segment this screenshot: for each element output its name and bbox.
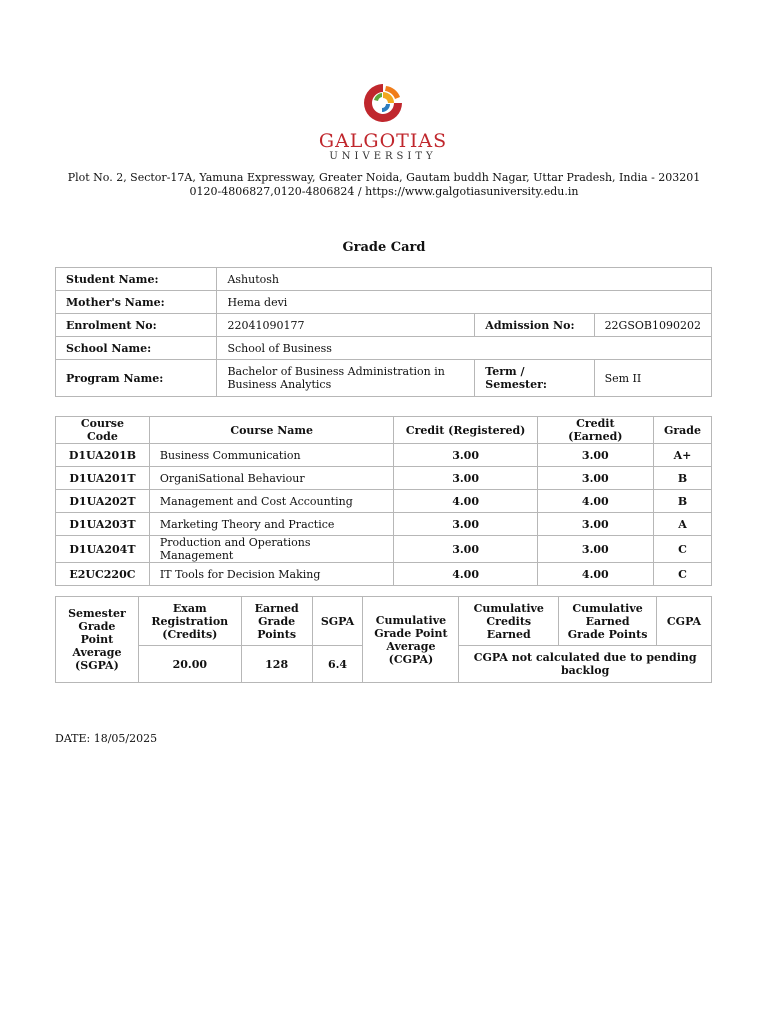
program-label: Program Name: (56, 360, 217, 397)
course-code: D1UA201T (56, 467, 150, 490)
header-grade: Grade (653, 417, 711, 444)
credit-earned: 3.00 (537, 467, 653, 490)
program-value-line-1: Bachelor of Business Administration in (227, 365, 445, 378)
cum-credits-line: Earned (486, 627, 531, 641)
grade: C (653, 536, 711, 563)
sgpa-section-header (56, 597, 139, 683)
course-name: Marketing Theory and Practice (149, 513, 394, 536)
courses-table (55, 416, 712, 586)
table-row (56, 563, 712, 586)
brand-name: GALGOTIAS (318, 130, 448, 152)
sgpa-section-line: Grade (78, 620, 116, 633)
credit-earned: 4.00 (537, 563, 653, 586)
sgpa-section-line: Point (80, 633, 114, 646)
address-block (0, 171, 768, 199)
table-row (56, 467, 712, 490)
grade: A (653, 513, 711, 536)
cgpa-note-line-2: backlog (560, 664, 610, 677)
sgpa-value: 6.4 (312, 646, 363, 683)
earned-points-line: Points (257, 627, 297, 641)
cgpa-header: CGPA (657, 597, 712, 646)
header-credit-earned: Credit (Earned) (537, 417, 653, 444)
grade: C (653, 563, 711, 586)
school-value: School of Business (217, 337, 712, 360)
mother-name-label: Mother's Name: (56, 291, 217, 314)
issue-date: DATE: 18/05/2025 (55, 732, 158, 745)
cgpa-note (459, 646, 712, 683)
credit-registered: 4.00 (394, 563, 537, 586)
header-credit-registered: Credit (Registered) (394, 417, 537, 444)
cum-credits-line: Cumulative (473, 601, 544, 615)
exam-registration-header (138, 597, 241, 646)
credit-earned: 3.00 (537, 444, 653, 467)
student-name-label: Student Name: (56, 268, 217, 291)
admission-label: Admission No: (475, 314, 594, 337)
exam-reg-line: Registration (151, 614, 229, 628)
summary-header-row (56, 597, 712, 646)
earned-grade-points-value: 128 (241, 646, 312, 683)
cum-credits-line: Credits (486, 614, 532, 628)
mother-name-value: Hema devi (217, 291, 712, 314)
earned-grade-points-header (241, 597, 312, 646)
exam-reg-line: (Credits) (162, 627, 218, 641)
course-name: Business Communication (149, 444, 394, 467)
sgpa-section-line: (SGPA) (75, 659, 119, 672)
program-value-line-2: Business Analytics (227, 378, 332, 391)
course-code: D1UA204T (56, 536, 150, 563)
header-course-name: Course Name (149, 417, 394, 444)
enrolment-value: 22041090177 (217, 314, 475, 337)
program-value (217, 360, 475, 397)
address-line-2: 0120-4806827,0120-4806824 / https://www.galgotiasuniversity.edu.in (189, 185, 579, 198)
credit-registered: 3.00 (394, 444, 537, 467)
cgpa-section-line: (CGPA) (388, 652, 434, 666)
credit-earned: 3.00 (537, 536, 653, 563)
enrolment-label: Enrolment No: (56, 314, 217, 337)
cumulative-points-header (559, 597, 657, 646)
course-code: D1UA203T (56, 513, 150, 536)
header-course-code: Course Code (56, 417, 150, 444)
course-name: Management and Cost Accounting (149, 490, 394, 513)
brand-wordmark (300, 131, 466, 163)
student-name-row (56, 268, 712, 291)
galgotias-swirl-logo-icon (360, 80, 406, 126)
courses-header-row (56, 417, 712, 444)
sgpa-section-line: Average (72, 646, 122, 659)
earned-points-line: Grade (258, 614, 296, 628)
sgpa-header: SGPA (312, 597, 363, 646)
page-title: Grade Card (342, 240, 426, 255)
sgpa-section-line: Semester (68, 607, 126, 620)
cum-points-line: Grade Points (567, 627, 648, 641)
course-code: D1UA202T (56, 490, 150, 513)
cgpa-section-header (363, 597, 459, 683)
course-name: OrganiSational Behaviour (149, 467, 394, 490)
cgpa-section-line: Average (386, 639, 436, 653)
credit-registered: 3.00 (394, 513, 537, 536)
exam-registration-value: 20.00 (138, 646, 241, 683)
table-row (56, 513, 712, 536)
program-row (56, 360, 712, 397)
course-name: Production and Operations Management (149, 536, 394, 563)
credit-registered: 3.00 (394, 467, 537, 490)
student-name-value: Ashutosh (217, 268, 712, 291)
cumulative-credits-header (459, 597, 559, 646)
credit-earned: 3.00 (537, 513, 653, 536)
course-name: IT Tools for Decision Making (149, 563, 394, 586)
address-line-1: Plot No. 2, Sector-17A, Yamuna Expressway, Greater Noida, Gautam buddh Nagar, Uttar Pradesh, India - 203201 (67, 171, 701, 184)
cgpa-note-line-1: CGPA not calculated due to pending (473, 651, 697, 664)
cum-points-line: Cumulative (572, 601, 643, 615)
grade: B (653, 490, 711, 513)
cum-points-line: Earned (585, 614, 630, 628)
admission-value: 22GSOB1090202 (594, 314, 711, 337)
table-row (56, 444, 712, 467)
enrolment-row (56, 314, 712, 337)
grade: A+ (653, 444, 711, 467)
brand-sub: UNIVERSITY (329, 151, 437, 162)
credit-earned: 4.00 (537, 490, 653, 513)
grade: B (653, 467, 711, 490)
school-label: School Name: (56, 337, 217, 360)
table-row (56, 490, 712, 513)
cgpa-section-line: Grade Point (374, 626, 448, 640)
earned-points-line: Earned (254, 601, 299, 615)
credit-registered: 3.00 (394, 536, 537, 563)
term-value: Sem II (594, 360, 711, 397)
mother-name-row (56, 291, 712, 314)
school-row (56, 337, 712, 360)
credit-registered: 4.00 (394, 490, 537, 513)
cgpa-section-line: Cumulative (375, 613, 447, 627)
table-row (56, 536, 712, 563)
course-code: E2UC220C (56, 563, 150, 586)
student-info-table (55, 267, 712, 397)
summary-table (55, 596, 712, 683)
exam-reg-line: Exam (172, 601, 207, 615)
course-code: D1UA201B (56, 444, 150, 467)
term-label: Term / Semester: (475, 360, 594, 397)
